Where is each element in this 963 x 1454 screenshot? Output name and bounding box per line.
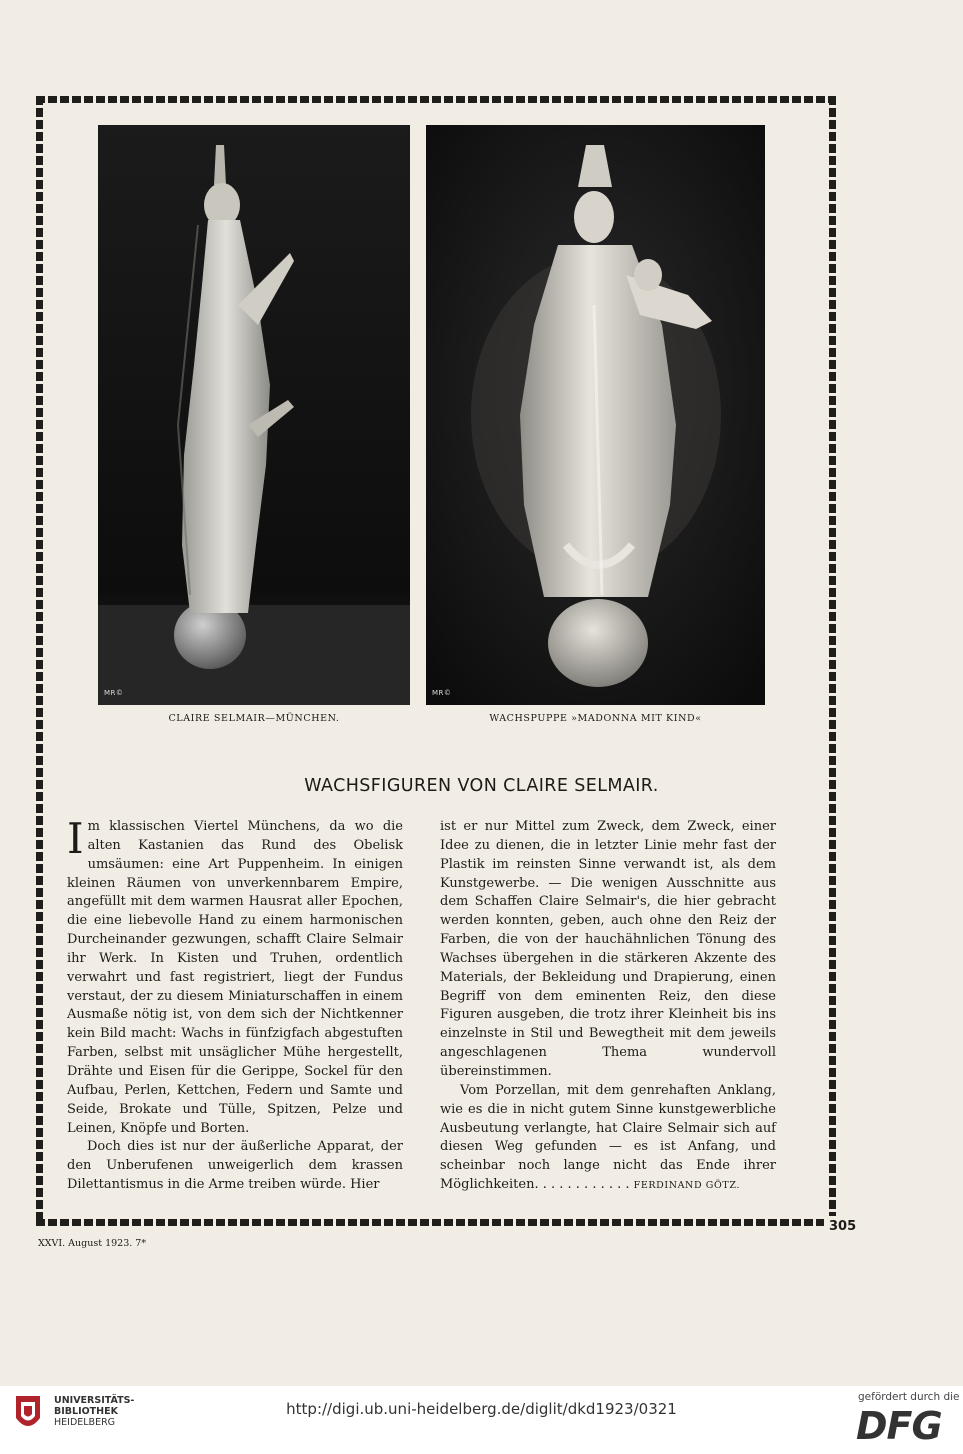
frame-right-border [829,96,836,1216]
dfg-logo: DFG [856,1404,942,1448]
library-name-line: UNIVERSITÄTS- [54,1395,135,1406]
paragraph: ist er nur Mittel zum Zweck, dem Zweck, einer Idee zu dienen, die in letzter Linie mehr fast der Plastik im reinsten Sinne verwandt ist, als dem Kunstgewerbe. — Die wenigen Ausschnitte aus dem Schaffen Claire Selmair's, die hier gebracht werden konnten, geben, auch ohne den Reiz der Farben, die von der hauchähnlichen Tönung des Wachses übergehen in die stärkeren Akzente des Materials, der Bekleidung und Drapierung, einen Begriff von dem eminenten Reiz, den diese Figuren ausgeben, die trotz ihrer Kleinheit bis ins einzelnste in Stil und Bewegtheit mit dem jeweils angeschlagenen Thema wundervoll übereinstimmen. [440,819,776,1079]
author-signature: FERDINAND GÖTZ. [633,1180,740,1192]
paragraph: Doch dies ist nur der äußerliche Apparat, der den Unberufenen unweigerlich dem krassen Dilettantismus in die Arme treiben würde. Hier [67,1139,403,1193]
figure-caption-left: CLAIRE SELMAIR—MÜNCHEN. [168,713,340,724]
library-name-line: HEIDELBERG [54,1417,116,1428]
page-number: 305 [829,1219,857,1234]
permalink[interactable]: http://digi.ub.uni-heidelberg.de/diglit/dkd1923/0321 [286,1400,677,1418]
article-column-right [440,818,776,1196]
frame-bottom-border [36,1219,824,1226]
photo-watermark: MR© [104,689,124,697]
drop-cap: I [67,814,84,863]
paragraph [440,1082,776,1196]
photo-wax-figure-woman [98,125,410,705]
article-column-left [67,814,403,1195]
paragraph-text: m klassischen Viertel Münchens, da wo die alten Kastanien das Rund des Obelisk umsäumen: eine Art Puppenheim. In einigen kleinen Räumen von unverkennbarem Empire, angefüllt mit dem warmen Hausrat aller Epochen, die eine liebevolle Hand zu einem harmonischen Durcheinander gezwungen, schafft Claire Selmair ihr Werk. In Kisten und Truhen, ordentlich verwahrt und fast registriert, liegt der Fundus verstaut, der zu diesem Miniaturschaffen in einem Ausmaße nötig ist, von dem sich der Nichtkenner kein Bild macht: Wachs in fünfzigfach abgestuften Farben, selbst mit unsäglicher Mühe hergestellt, Drähte und Eisen für die Gerippe, Sockel für den Aufbau, Perlen, Kettchen, Federn und Samte und Seide, Brokate und Tülle, Spitzen, Pelze und Leinen, Knöpfe und Borten. [67,819,403,1136]
leader-dots: . . . . . . . . . . . [538,1177,634,1193]
article-title: WACHSFIGUREN VON CLAIRE SELMAIR. [304,776,659,796]
funding-label: gefördert durch die [858,1391,960,1403]
viewer-footer-bar [0,1386,963,1454]
figure-caption-right: WACHSPUPPE »MADONNA MIT KIND« [489,713,702,724]
photo-watermark: MR© [432,689,452,697]
library-name-line: BIBLIOTHEK [54,1406,118,1417]
frame-top-border [36,96,836,103]
frame-left-border [36,96,43,1226]
issue-footer: XXVI. August 1923. 7* [38,1238,147,1249]
paragraph-text: Vom Porzellan, mit dem genrehaften Anklang, wie es die in nicht gutem Sinne kunstgewerbliche Ausbeutung verlangte, hat Claire Selmair sich auf diesen Weg gefunden — es ist Anfang, und scheinbar noch lange nicht das Ende ihrer Möglichkeiten. [440,1082,776,1193]
photo-wax-doll-madonna [426,125,765,705]
paragraph [67,814,403,1138]
